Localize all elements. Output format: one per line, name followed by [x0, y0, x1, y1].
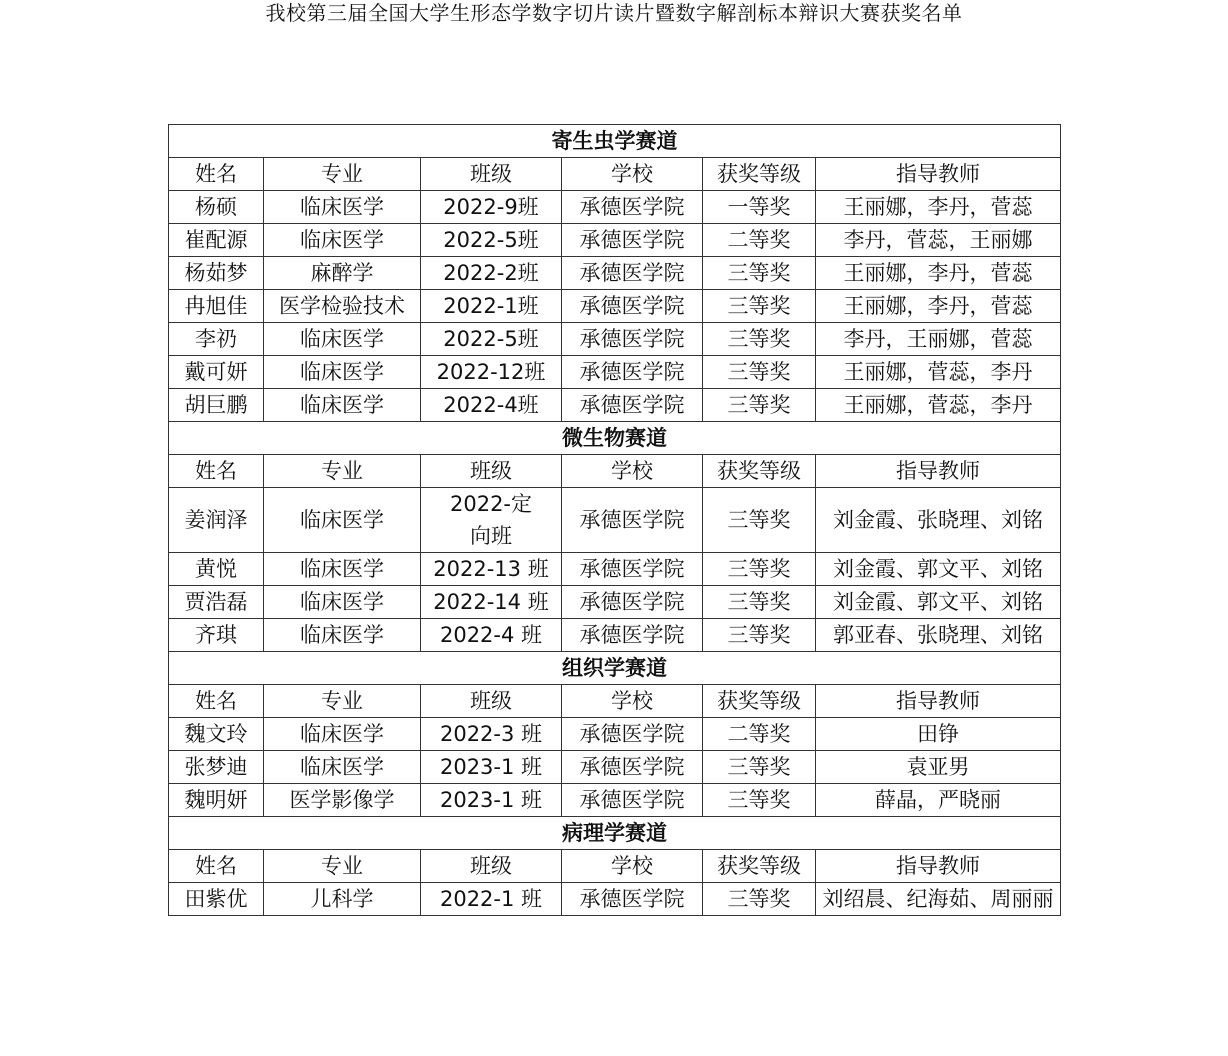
header-award: 获奖等级	[703, 455, 816, 488]
cell-major: 临床医学	[264, 619, 421, 652]
header-school: 学校	[562, 455, 703, 488]
cell-school: 承德医学院	[562, 718, 703, 751]
cell-award: 三等奖	[703, 323, 816, 356]
cell-name: 胡巨鹏	[169, 389, 264, 422]
cell-award: 三等奖	[703, 389, 816, 422]
cell-award: 三等奖	[703, 883, 816, 916]
column-header-row	[169, 158, 1061, 191]
cell-name: 贾浩磊	[169, 586, 264, 619]
cell-name: 田紫优	[169, 883, 264, 916]
cell-major: 临床医学	[264, 751, 421, 784]
table-row	[169, 488, 1061, 553]
track-title: 病理学赛道	[169, 817, 1061, 850]
header-major: 专业	[264, 850, 421, 883]
cell-class: 2022-2班	[421, 257, 562, 290]
track-title: 组织学赛道	[169, 652, 1061, 685]
cell-teacher: 刘金霞、张晓理、刘铭	[816, 488, 1061, 553]
cell-teacher: 田铮	[816, 718, 1061, 751]
track-title: 微生物赛道	[169, 422, 1061, 455]
cell-class: 2022-3 班	[421, 718, 562, 751]
cell-name: 黄悦	[169, 553, 264, 586]
cell-school: 承德医学院	[562, 883, 703, 916]
cell-name: 戴可妍	[169, 356, 264, 389]
cell-teacher: 李丹，菅蕊，王丽娜	[816, 224, 1061, 257]
cell-award: 三等奖	[703, 586, 816, 619]
cell-school: 承德医学院	[562, 553, 703, 586]
cell-teacher: 刘绍晨、纪海茹、周丽丽	[816, 883, 1061, 916]
header-teacher: 指导教师	[816, 685, 1061, 718]
track-header-row	[169, 125, 1061, 158]
header-class: 班级	[421, 850, 562, 883]
cell-name: 崔配源	[169, 224, 264, 257]
track-header-row	[169, 817, 1061, 850]
header-teacher: 指导教师	[816, 158, 1061, 191]
cell-award: 三等奖	[703, 553, 816, 586]
cell-teacher: 薛晶，严晓丽	[816, 784, 1061, 817]
cell-major: 医学检验技术	[264, 290, 421, 323]
cell-award: 二等奖	[703, 224, 816, 257]
cell-name: 冉旭佳	[169, 290, 264, 323]
cell-class: 2023-1 班	[421, 751, 562, 784]
header-teacher: 指导教师	[816, 455, 1061, 488]
table-row	[169, 356, 1061, 389]
header-name: 姓名	[169, 158, 264, 191]
cell-teacher: 李丹，王丽娜，菅蕊	[816, 323, 1061, 356]
table-row	[169, 718, 1061, 751]
cell-class: 2022-14 班	[421, 586, 562, 619]
cell-teacher: 王丽娜，菅蕊，李丹	[816, 356, 1061, 389]
table-row	[169, 290, 1061, 323]
cell-award: 三等奖	[703, 488, 816, 553]
cell-name: 张梦迪	[169, 751, 264, 784]
header-major: 专业	[264, 158, 421, 191]
header-class: 班级	[421, 158, 562, 191]
track-title: 寄生虫学赛道	[169, 125, 1061, 158]
cell-class: 2022-4班	[421, 389, 562, 422]
cell-major: 临床医学	[264, 224, 421, 257]
cell-teacher: 王丽娜，李丹，菅蕊	[816, 290, 1061, 323]
cell-major: 儿科学	[264, 883, 421, 916]
table-row	[169, 784, 1061, 817]
cell-major: 麻醉学	[264, 257, 421, 290]
track-header-row	[169, 422, 1061, 455]
header-name: 姓名	[169, 685, 264, 718]
cell-class: 2022-1班	[421, 290, 562, 323]
cell-major: 临床医学	[264, 488, 421, 553]
cell-class: 2022-5班	[421, 323, 562, 356]
table-row	[169, 389, 1061, 422]
cell-school: 承德医学院	[562, 224, 703, 257]
column-header-row	[169, 685, 1061, 718]
cell-award: 一等奖	[703, 191, 816, 224]
table-row	[169, 586, 1061, 619]
cell-school: 承德医学院	[562, 191, 703, 224]
table-row	[169, 224, 1061, 257]
cell-major: 临床医学	[264, 718, 421, 751]
cell-award: 三等奖	[703, 290, 816, 323]
table-row	[169, 191, 1061, 224]
cell-class: 2022-1 班	[421, 883, 562, 916]
header-award: 获奖等级	[703, 685, 816, 718]
header-class: 班级	[421, 685, 562, 718]
cell-school: 承德医学院	[562, 389, 703, 422]
cell-teacher: 王丽娜，菅蕊，李丹	[816, 389, 1061, 422]
cell-class: 2023-1 班	[421, 784, 562, 817]
cell-class: 2022-定向班	[421, 488, 562, 553]
cell-school: 承德医学院	[562, 290, 703, 323]
table-row	[169, 553, 1061, 586]
cell-teacher: 刘金霞、郭文平、刘铭	[816, 586, 1061, 619]
cell-school: 承德医学院	[562, 356, 703, 389]
cell-school: 承德医学院	[562, 488, 703, 553]
cell-major: 临床医学	[264, 553, 421, 586]
header-major: 专业	[264, 455, 421, 488]
cell-name: 魏明妍	[169, 784, 264, 817]
cell-school: 承德医学院	[562, 323, 703, 356]
cell-school: 承德医学院	[562, 619, 703, 652]
header-major: 专业	[264, 685, 421, 718]
cell-major: 临床医学	[264, 356, 421, 389]
header-school: 学校	[562, 850, 703, 883]
cell-major: 临床医学	[264, 191, 421, 224]
cell-name: 杨硕	[169, 191, 264, 224]
cell-name: 李礽	[169, 323, 264, 356]
cell-school: 承德医学院	[562, 586, 703, 619]
header-name: 姓名	[169, 850, 264, 883]
cell-class: 2022-4 班	[421, 619, 562, 652]
cell-name: 齐琪	[169, 619, 264, 652]
cell-award: 二等奖	[703, 718, 816, 751]
cell-teacher: 袁亚男	[816, 751, 1061, 784]
cell-class: 2022-5班	[421, 224, 562, 257]
cell-award: 三等奖	[703, 784, 816, 817]
cell-award: 三等奖	[703, 257, 816, 290]
cell-name: 魏文玲	[169, 718, 264, 751]
cell-school: 承德医学院	[562, 257, 703, 290]
column-header-row	[169, 455, 1061, 488]
cell-award: 三等奖	[703, 356, 816, 389]
table-row	[169, 883, 1061, 916]
cell-name: 姜润泽	[169, 488, 264, 553]
cell-name: 杨茹梦	[169, 257, 264, 290]
header-teacher: 指导教师	[816, 850, 1061, 883]
cell-major: 临床医学	[264, 389, 421, 422]
table-row	[169, 619, 1061, 652]
cell-teacher: 刘金霞、郭文平、刘铭	[816, 553, 1061, 586]
table-row	[169, 257, 1061, 290]
cell-award: 三等奖	[703, 751, 816, 784]
cell-major: 临床医学	[264, 586, 421, 619]
header-school: 学校	[562, 158, 703, 191]
cell-major: 临床医学	[264, 323, 421, 356]
document-title: 我校第三届全国大学生形态学数字切片读片暨数字解剖标本辩识大赛获奖名单	[265, 1, 963, 25]
cell-school: 承德医学院	[562, 751, 703, 784]
header-award: 获奖等级	[703, 158, 816, 191]
header-award: 获奖等级	[703, 850, 816, 883]
header-class: 班级	[421, 455, 562, 488]
table-row	[169, 751, 1061, 784]
header-name: 姓名	[169, 455, 264, 488]
cell-teacher: 郭亚春、张晓理、刘铭	[816, 619, 1061, 652]
cell-class: 2022-12班	[421, 356, 562, 389]
column-header-row	[169, 850, 1061, 883]
cell-class: 2022-13 班	[421, 553, 562, 586]
cell-class: 2022-9班	[421, 191, 562, 224]
cell-teacher: 王丽娜，李丹，菅蕊	[816, 191, 1061, 224]
awards-table	[168, 124, 1061, 916]
cell-teacher: 王丽娜，李丹，菅蕊	[816, 257, 1061, 290]
header-school: 学校	[562, 685, 703, 718]
table-row	[169, 323, 1061, 356]
cell-major: 医学影像学	[264, 784, 421, 817]
track-header-row	[169, 652, 1061, 685]
cell-school: 承德医学院	[562, 784, 703, 817]
cell-award: 三等奖	[703, 619, 816, 652]
